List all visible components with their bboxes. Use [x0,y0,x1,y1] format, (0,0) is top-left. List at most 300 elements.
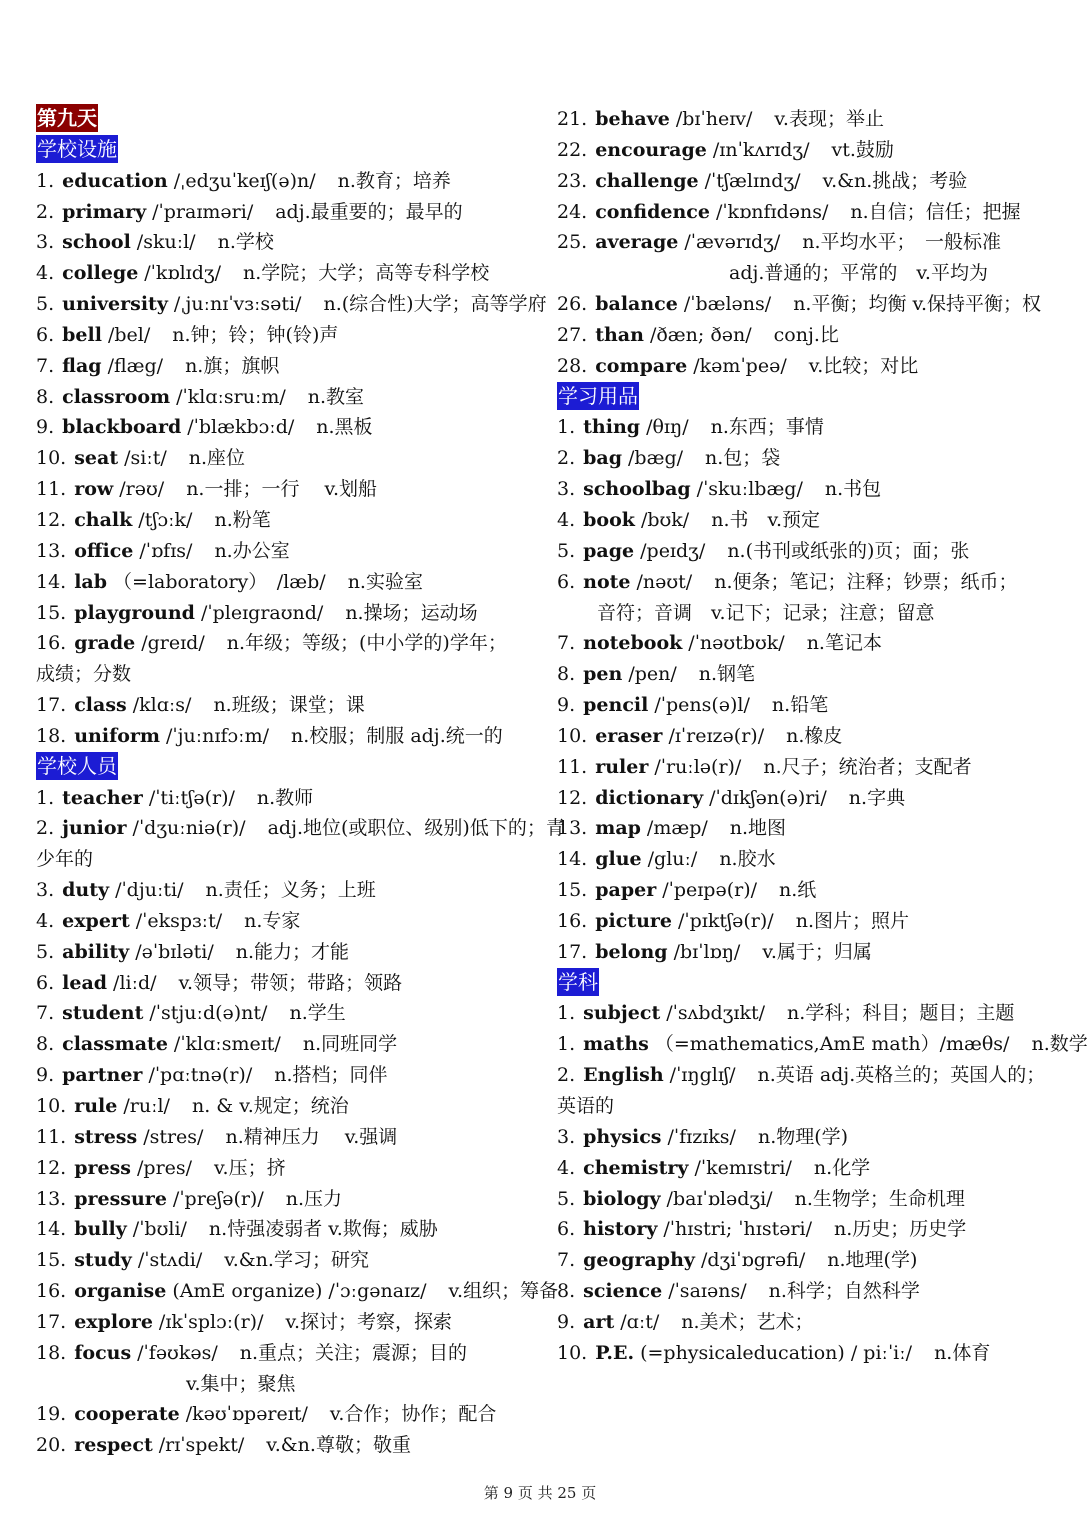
entry-phonetic: (AmE organize) /ˈɔːgənaɪz/ [172,1280,427,1303]
entry-number: 27. [557,323,588,346]
entry-number: 7. [36,1002,55,1025]
entry-word: expert [62,909,130,932]
entry-number: 17. [557,940,588,963]
entry-phonetic: /kəmˈpeə/ [693,354,787,377]
entry-meaning: n.班级；课堂；课 [213,694,365,717]
entry-phonetic: /ðæn; ðən/ [649,323,752,346]
vocab-entry [36,1276,559,1307]
entry-phonetic: /ˈbʊli/ [132,1218,187,1241]
entry-meaning: n.压力 [285,1187,343,1210]
entry-meaning: n.旗；旗帜 [185,354,280,377]
entry-number: 17. [36,1310,67,1333]
entry-word: ability [62,940,130,963]
entry-number: 7. [557,632,576,655]
entry-word: English [583,1064,664,1087]
entry-meaning: n.便条；笔记；注释；钞票；纸币； [714,570,1018,593]
entry-number: 13. [36,1187,67,1210]
entry-phonetic: /əˈbɪləti/ [135,940,214,963]
entry-word: history [583,1218,658,1241]
vocab-entry [557,1060,1057,1091]
section-heading [557,382,1057,413]
entry-phonetic: /ˈpraɪməri/ [152,200,254,223]
entry-word: classmate [62,1033,168,1056]
entry-word: encourage [595,138,707,161]
entry-number: 12. [36,508,67,531]
entry-number: 20. [36,1434,67,1457]
entry-phonetic: /stres/ [143,1125,204,1148]
entry-phonetic: /ˈpɪktʃə(r)/ [677,909,774,932]
entry-phonetic: /ˈruːlə(r)/ [654,755,742,778]
entry-phonetic: /ˈpɑːtnə(r)/ [148,1064,253,1087]
entry-word: belong [595,940,668,963]
page-footer: 第 9 页 共 25 页 [483,1484,597,1502]
entry-phonetic: /ˈnəʊtbʊk/ [688,632,785,655]
vocab-entry [36,289,547,320]
vocab-entry [557,1122,1057,1153]
entry-phonetic: /rəʊ/ [119,478,165,501]
entry-number: 5. [36,293,55,316]
entry-phonetic: /tʃɔːk/ [138,508,193,531]
entry-meaning: n.铅笔 [771,694,829,717]
entry-phonetic: /ˈkemɪstri/ [694,1156,792,1179]
entry-meaning: n.英语 adj.英格兰的；英国人的； [757,1064,1046,1087]
entry-phonetic: /bɪˈlɒŋ/ [673,940,741,963]
entry-word: map [595,817,641,840]
vocab-entry [36,1307,544,1338]
entry-number: 5. [36,940,55,963]
entry-meaning: n.自信；信任；把握 [850,200,1021,223]
vocab-entry [36,1122,544,1153]
entry-number: 6. [36,323,55,346]
vocab-entry [557,783,1057,814]
entry-word: maths [583,1033,649,1056]
entry-meaning: n.包；袋 [705,447,781,470]
entry-number: 6. [36,971,55,994]
entry-phonetic: /peɪdʒ/ [640,539,706,562]
vocab-entry [557,443,1057,474]
entry-word: partner [62,1064,143,1087]
entry-meaning: v.领导；带领；带路；领路 [178,971,403,994]
entry-word: university [62,293,168,316]
entry-meaning: n.东西；事情 [710,416,824,439]
entry-word: organise [74,1280,167,1303]
entry-word: page [583,539,635,562]
entry-phonetic: /gluː/ [647,848,698,871]
entry-word: geography [583,1249,695,1272]
section-heading [36,752,544,783]
vocab-entry [557,1276,1057,1307]
vocab-entry [557,1245,1057,1276]
entry-meaning: n.钢笔 [698,663,756,686]
entry-phonetic: /ˈklɑːsmeɪt/ [173,1033,281,1056]
entry-phonetic: /rɪˈspekt/ [158,1434,245,1457]
entry-meaning: v.合作；协作；配合 [329,1403,497,1426]
entry-word: art [583,1310,615,1333]
entry-meaning: n.学科；科目；题目；主题 [787,1002,1015,1025]
vocab-entry [36,598,544,629]
entry-phonetic: /klɑːs/ [132,694,192,717]
entry-phonetic: （=laboratory） /læb/ [113,570,326,593]
entry-word: physics [583,1125,662,1148]
entry-meaning: v.表现；举止 [774,108,884,130]
left-column [36,104,565,1461]
entry-word: than [595,323,644,346]
vocab-entry [557,104,1057,135]
heading-label: 学习用品 [558,383,638,408]
entry-word: bell [62,323,102,346]
entry-word: student [62,1002,144,1025]
continuation-line [36,844,544,875]
day-heading [36,104,544,135]
vocab-entry [36,443,544,474]
entry-meaning: n.数学 [1031,1033,1088,1056]
entry-meaning: n.学院；大学；高等专科学校 [243,262,490,285]
entry-phonetic: /mæp/ [646,817,708,840]
vocab-entry [557,690,1057,721]
entry-phonetic: /bʊk/ [640,508,690,531]
entry-number: 1. [36,169,55,192]
vocab-entry [36,1153,544,1184]
entry-number: 11. [557,755,588,778]
entry-word: focus [74,1341,132,1364]
entry-phonetic: /ˈklɑːsruːm/ [176,385,286,408]
entry-meaning: v.&n.尊敬；敬重 [266,1434,411,1457]
entry-meaning: n.能力；才能 [235,940,350,963]
entry-number: 9. [36,416,55,439]
entry-number: 8. [557,663,576,686]
entry-meaning: n.平均水平； 一般标准 [802,231,1002,254]
continuation-line [557,598,1057,629]
entry-word: office [74,539,134,562]
entry-number: 7. [36,354,55,377]
entry-word: dictionary [595,786,704,809]
vocab-entry [557,227,1057,258]
vocab-entry [557,1307,1057,1338]
vocab-entry [557,320,1057,351]
entry-word: seat [74,447,119,470]
entry-meaning: n.座位 [188,447,246,470]
entry-phonetic: /ɑːt/ [620,1310,660,1333]
entry-word: paper [595,879,657,902]
entry-number: 11. [36,1125,67,1148]
entry-word: balance [595,293,678,316]
entry-phonetic: /bɪˈheɪv/ [675,108,753,130]
vocab-entry [557,875,1057,906]
entry-phonetic: /flæg/ [107,354,164,377]
continuation-line [36,659,544,690]
entry-word: pen [583,663,623,686]
entry-phonetic: /ˈbæləns/ [683,293,772,316]
vocab-entry [557,752,1057,783]
entry-meaning: n.物理(学) [757,1125,849,1148]
entry-word: science [583,1280,663,1303]
entry-phonetic: /ɪˈreɪzə(r)/ [668,724,765,747]
vocab-entry [36,1091,544,1122]
entry-phonetic: /ˈpens(ə)l/ [654,694,750,717]
entry-number: 18. [36,724,67,747]
entry-number: 14. [36,1218,67,1241]
vocab-entry [557,906,1057,937]
entry-meaning: n.美术；艺术； [681,1310,814,1333]
vocab-entry [36,536,544,567]
heading-label: 学科 [558,969,598,994]
vocab-entry [557,412,1057,443]
entry-word: school [62,231,131,254]
entry-meaning: n.同班同学 [302,1033,398,1056]
entry-phonetic: /ˈfəʊkəs/ [137,1341,218,1364]
entry-phonetic: /bæg/ [628,447,684,470]
entry-word: stress [74,1125,138,1148]
vocab-entry [36,474,544,505]
entry-phonetic: /siːt/ [124,447,167,470]
entry-meaning: n.胶水 [719,848,776,871]
vocab-entry [557,659,1057,690]
vocab-entry [557,937,1057,968]
section-heading [557,968,1057,999]
entry-number: 2. [557,447,576,470]
entry-number: 2. [36,200,55,223]
entry-word: compare [595,354,688,377]
entry-meaning: v.比较；对比 [808,354,919,377]
entry-word: pencil [583,694,649,717]
entry-phonetic: /ˌedʒuˈkeɪʃ(ə)n/ [173,169,316,192]
vocab-entry [557,1338,1057,1369]
entry-meaning: adj.地位(或职位、级别)低下的；青 [267,817,565,840]
vocab-entry [557,505,1057,536]
entry-meaning: n.责任；义务；上班 [205,879,376,902]
entry-number: 9. [557,1310,576,1333]
entry-number: 15. [36,1249,67,1272]
entry-number: 16. [557,909,588,932]
entry-meaning: n.科学；自然科学 [768,1280,920,1303]
vocab-entry [557,844,1057,875]
entry-phonetic: /ˈfɪzɪks/ [667,1125,736,1148]
entry-phonetic: /bel/ [107,323,151,346]
entry-word: explore [74,1310,153,1333]
entry-phonetic: /ˈkɒlɪdʒ/ [144,262,222,285]
vocab-entry [557,998,1057,1029]
entry-number: 22. [557,138,588,161]
entry-meaning: n.一排；一行 v.划船 [186,478,378,501]
entry-word: respect [74,1434,153,1457]
entry-number: 1. [557,1002,576,1025]
entry-word: duty [62,879,110,902]
entry-word: press [74,1156,131,1179]
entry-meaning: n.平衡；均衡 v.保持平衡；权 [793,293,1042,316]
entry-word: uniform [74,724,161,747]
entry-number: 6. [557,1218,576,1241]
vocab-entry [36,1338,544,1369]
entry-meaning: n.书 v.预定 [711,508,820,531]
entry-number: 25. [557,231,588,254]
entry-phonetic: (=physicaleducation) / piːˈiː/ [640,1341,913,1364]
entry-phonetic: /kəʊˈɒpəreɪt/ [185,1403,308,1426]
vocab-entry [557,813,1057,844]
entry-phonetic: /ˈpleɪgraʊnd/ [200,601,324,624]
entry-meaning: conj.比 [773,323,839,346]
entry-number: 8. [36,1033,55,1056]
entry-word: rule [74,1095,118,1117]
entry-phonetic: /ˈskuːlbæg/ [696,478,803,501]
section-heading [36,135,544,166]
vocab-entry [36,382,544,413]
vocab-entry [557,1029,1088,1060]
entry-meaning: n.地图 [729,817,787,840]
entry-word: thing [583,416,641,439]
entry-meaning: n.地理(学) [827,1249,918,1272]
vocab-entry [36,937,544,968]
entry-word: notebook [583,632,683,655]
entry-phonetic: /skuːl/ [136,231,196,254]
entry-meaning: n.教室 [307,385,365,408]
entry-phonetic: /pen/ [628,663,677,686]
entry-phonetic: /ˈdɪkʃən(ə)ri/ [709,786,827,809]
entry-word: eraser [595,724,663,747]
vocab-entry [36,567,544,598]
entry-number: 4. [557,1156,576,1179]
vocab-entry [557,289,1057,320]
vocab-entry [557,135,1057,166]
entry-meaning: n.恃强凌弱者 v.欺侮；威胁 [208,1218,438,1241]
vocab-entry [36,875,544,906]
entry-number: 4. [36,909,55,932]
entry-number: 10. [36,1095,67,1117]
entry-phonetic: （=mathematics,AmE math）/mæθs/ [654,1033,1010,1056]
entry-phonetic: /ˈtʃælɪndʒ/ [704,169,801,192]
entry-phonetic: /ˈblækbɔːd/ [187,416,295,439]
entry-phonetic: /ruːl/ [123,1095,170,1117]
continuation-text: 英语的 [557,1095,615,1117]
right-column [557,104,1088,1369]
entry-word: college [62,262,139,285]
entry-phonetic: /ˈdjuːti/ [115,879,184,902]
entry-meaning: n.粉笔 [214,508,271,531]
entry-meaning: n.钟；铃；钟(铃)声 [172,323,339,346]
entry-meaning: n.图片；照片 [795,909,909,932]
entry-word: picture [595,909,672,932]
vocab-entry [557,351,1057,382]
entry-number: 9. [36,1064,55,1087]
entry-meaning: n.尺子；统治者；支配者 [763,755,972,778]
entry-meaning: v.&n.挑战；考验 [822,169,968,192]
entry-number: 19. [36,1403,67,1426]
entry-meaning: v.&n.学习；研究 [224,1249,369,1272]
entry-phonetic: /ˈhɪstri; ˈhɪstəri/ [663,1218,813,1241]
vocab-entry [36,197,544,228]
entry-meaning: n.体育 [934,1341,991,1364]
entry-meaning: v.探讨；考察，探索 [285,1310,453,1333]
entry-number: 23. [557,169,588,192]
entry-word: bag [583,447,623,470]
entry-phonetic: /ˌjuːnɪˈvɜːsəti/ [173,293,302,316]
entry-word: book [583,508,635,531]
entry-phonetic: /ɪkˈsplɔː(r)/ [158,1310,264,1333]
entry-word: class [74,694,127,717]
entry-number: 14. [557,848,588,871]
entry-number: 13. [557,817,588,840]
entry-number: 3. [36,231,55,254]
vocab-entry [557,166,1057,197]
vocab-entry [36,505,544,536]
entry-number: 15. [557,879,588,902]
entry-meaning: n.学校 [217,231,274,254]
entry-word: note [583,570,631,593]
vocab-entry [36,721,544,752]
vocab-entry [36,1184,544,1215]
entry-phonetic: /ˈɒfɪs/ [139,539,193,562]
entry-meaning: n.(书刊或纸张的)页；面；张 [727,539,970,562]
entry-meaning: n.精神压力 v.强调 [225,1125,398,1148]
entry-number: 7. [557,1249,576,1272]
entry-number: 4. [36,262,55,285]
vocab-entry [36,1430,544,1461]
vocab-entry [557,536,1057,567]
entry-word: biology [583,1187,661,1210]
vocab-entry [36,1060,544,1091]
entry-word: blackboard [62,416,182,439]
vocab-entry [36,1214,544,1245]
entry-number: 3. [557,478,576,501]
continuation-line [557,258,1057,289]
entry-phonetic: /dʒiˈɒgrəfi/ [700,1249,806,1272]
entry-phonetic: /nəʊt/ [636,570,693,593]
vocab-entry [36,968,544,999]
continuation-text: 音符；音调 v.记下；记录；注意；留意 [597,601,935,624]
heading-label: 学校设施 [37,136,117,161]
entry-number: 4. [557,508,576,531]
entry-word: education [62,169,168,192]
vocab-entry [36,783,544,814]
entry-meaning: n.学生 [289,1002,346,1025]
entry-meaning: n.教育；培养 [337,169,451,192]
continuation-text: v.集中；聚焦 [186,1372,296,1395]
entry-number: 16. [36,632,67,655]
entry-meaning: n.笔记本 [806,632,882,655]
entry-meaning: n.重点；关注；震源；目的 [239,1341,468,1364]
entry-phonetic: /θɪŋ/ [646,416,689,439]
entry-number: 5. [557,1187,576,1210]
vocab-entry [36,1399,544,1430]
entry-word: cooperate [74,1403,180,1426]
entry-number: 18. [36,1341,67,1364]
entry-meaning: adj.最重要的；最早的 [275,200,463,223]
entry-number: 1. [557,416,576,439]
continuation-text: 少年的 [36,848,94,871]
entry-meaning: n.生物学；生命机理 [794,1187,965,1210]
entry-meaning: v.压；挤 [214,1156,286,1179]
entry-meaning: n.橡皮 [786,724,843,747]
entry-phonetic: /ˈsʌbdʒɪkt/ [666,1002,766,1025]
vocab-entry [36,227,544,258]
entry-number: 2. [557,1064,576,1087]
entry-number: 2. [36,817,55,840]
entry-phonetic: /ˈstʌdi/ [137,1249,203,1272]
entry-phonetic: /ˈævərɪdʒ/ [684,231,781,254]
entry-number: 6. [557,570,576,593]
entry-meaning: n.校服；制服 adj.统一的 [291,724,503,747]
vocab-entry [557,197,1057,228]
continuation-text: adj.普通的；平常的 v.平均为 [729,262,988,285]
vocab-entry [36,1029,544,1060]
entry-word: study [74,1249,132,1272]
entry-word: junior [62,817,127,840]
vocab-entry [36,320,544,351]
heading-label: 第九天 [37,106,97,130]
entry-word: classroom [62,385,171,408]
entry-word: chemistry [583,1156,689,1179]
entry-meaning: v.组织；筹备 [448,1280,559,1303]
entry-word: bully [74,1218,127,1241]
